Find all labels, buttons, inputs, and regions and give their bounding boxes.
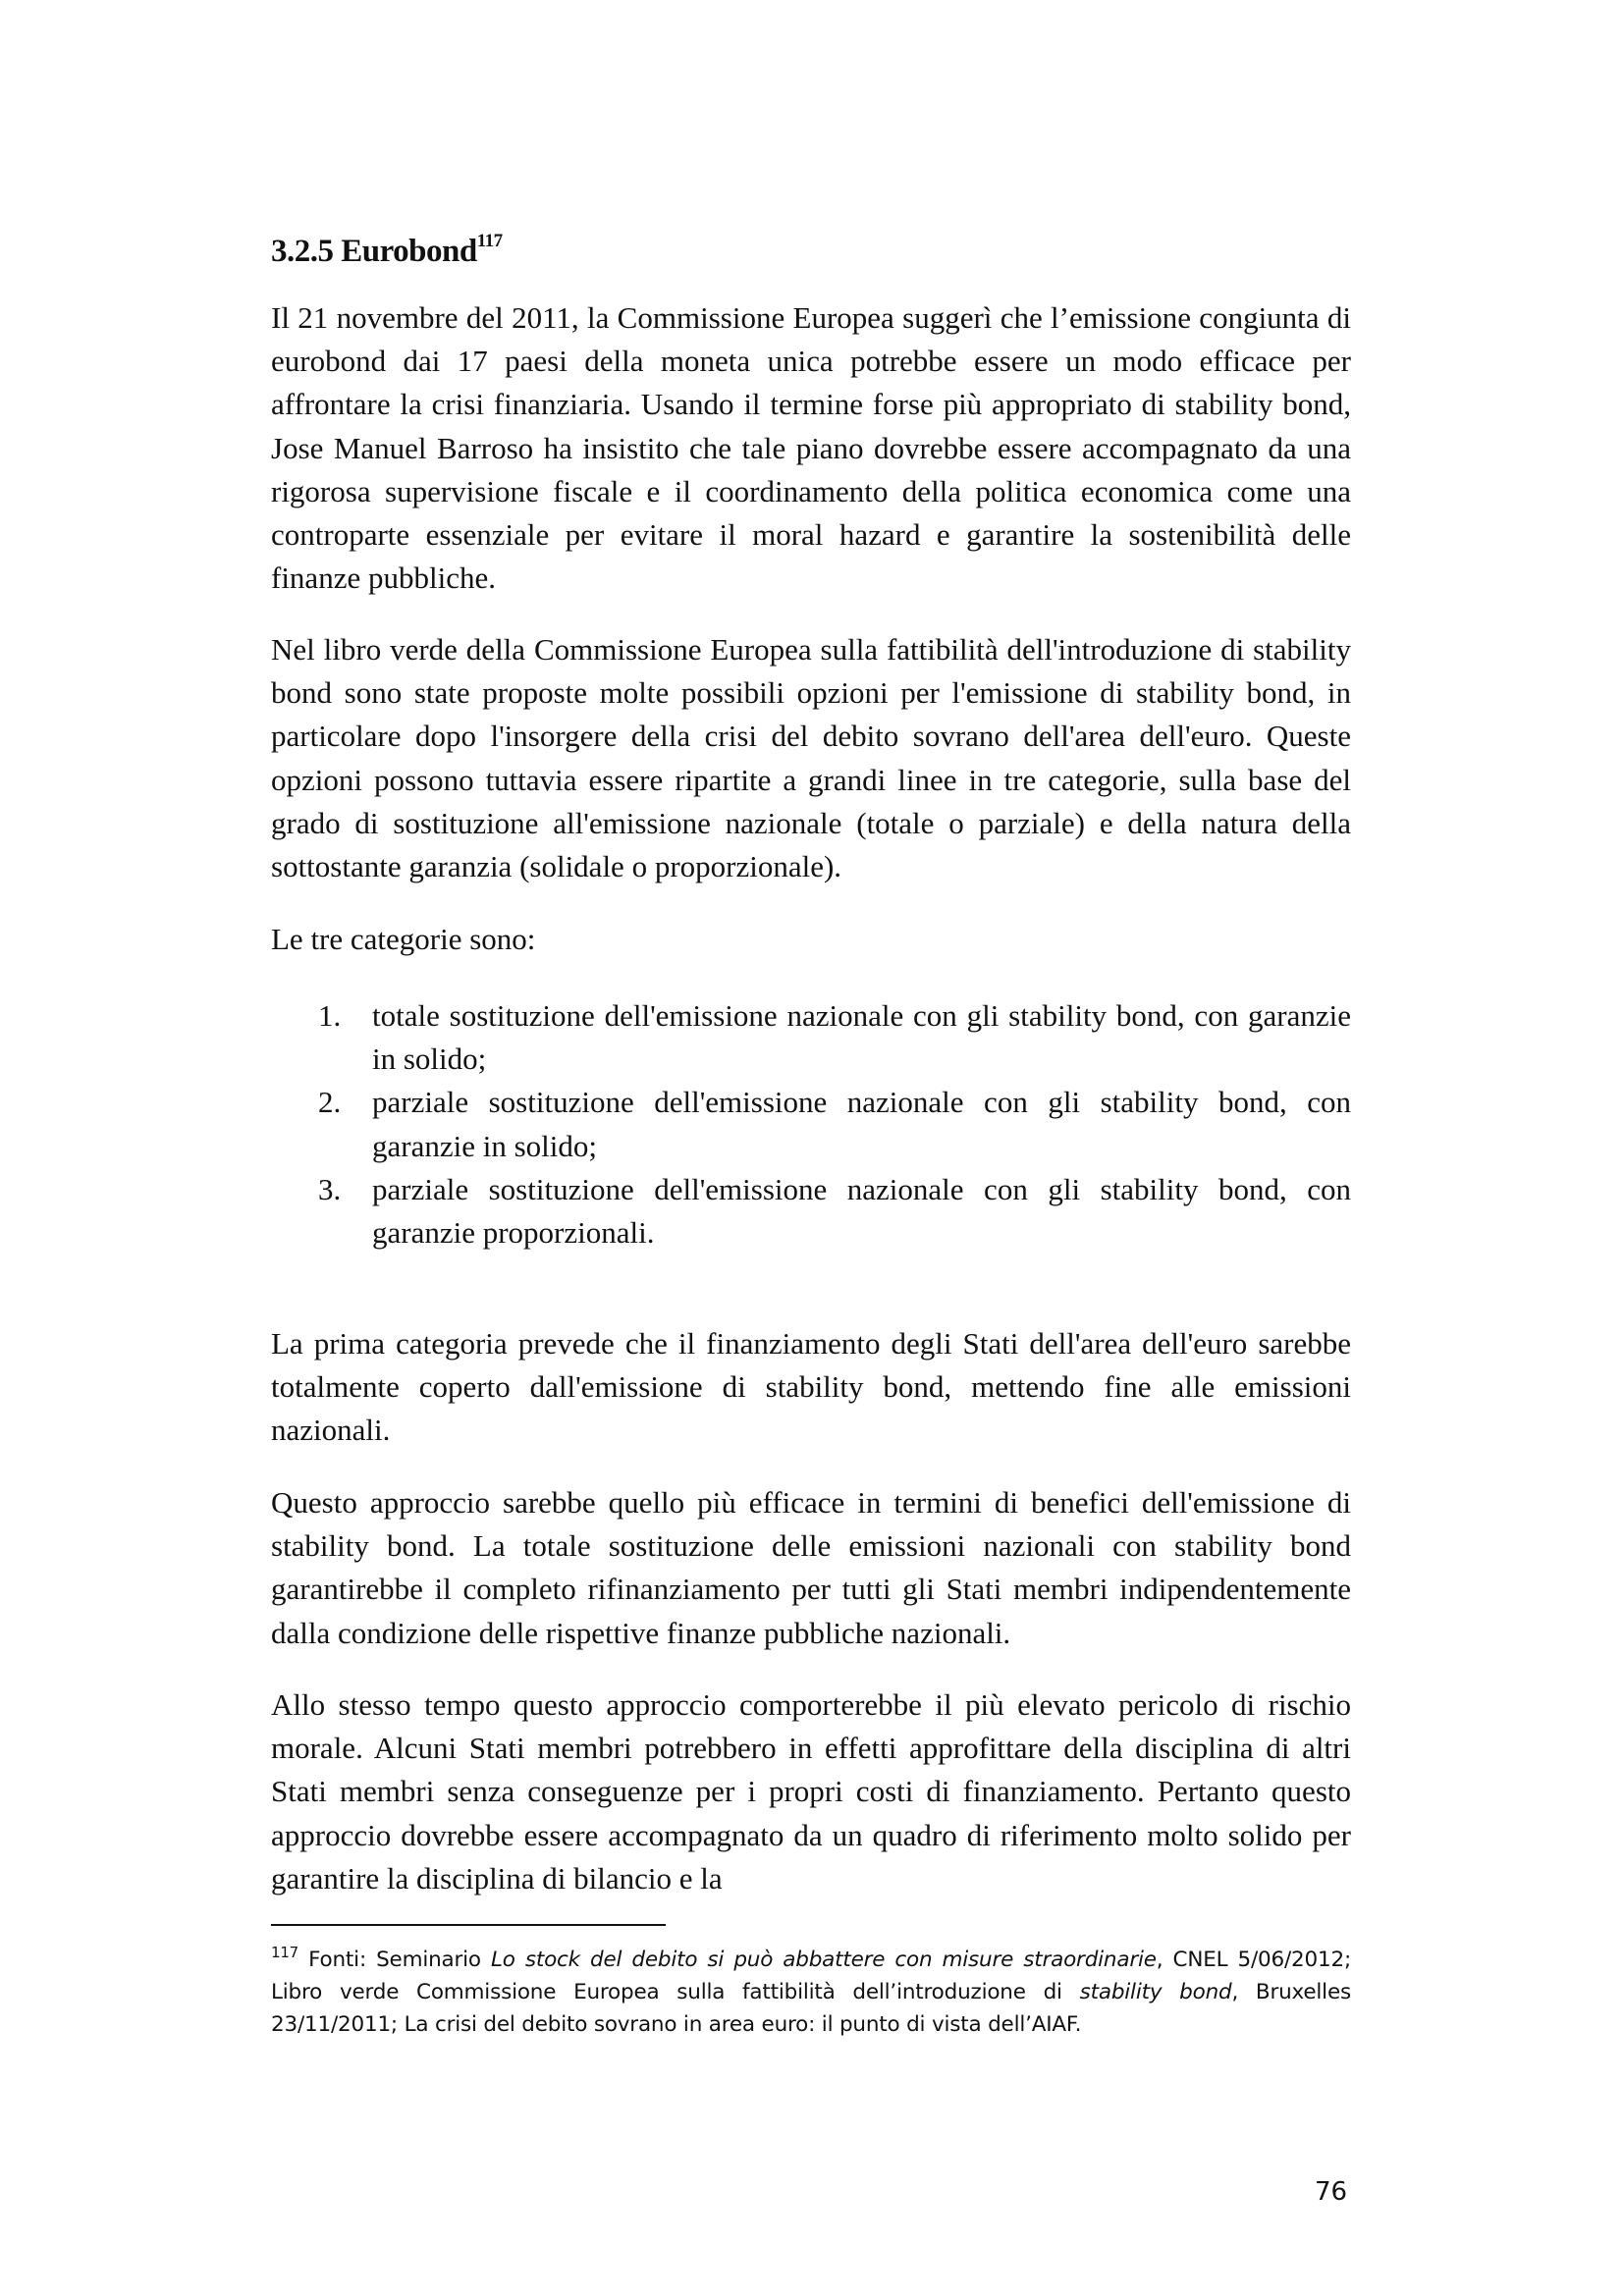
footnote-title-stability-bond: stability bond: [1079, 1980, 1232, 2004]
paragraph-4: La prima categoria prevede che il finanziamento degli Stati dell'area dell'euro sarebbe totalmente coperto dall'emissione di stability bond, mettendo fine alle emissioni nazionali.: [271, 1326, 1351, 1448]
footnote-title-seminar: Lo stock del debito si può abbattere con misure straordinarie: [491, 1948, 1157, 1972]
footnote-text: , Bruxelles 23/11/2011; La crisi del debito sovrano in area euro: il punto di vista dell’AIAF.: [271, 1980, 1351, 2037]
page-number: 76: [1315, 2177, 1348, 2207]
categories-list: [271, 994, 1351, 1255]
footnote-number: 117: [271, 1944, 299, 1961]
section-heading-text: 3.2.5 Eurobond: [271, 234, 477, 269]
section-heading: [271, 232, 503, 271]
list-item-number: 1.: [318, 998, 342, 1033]
list-item-text: parziale sostituzione dell'emissione nazionale con gli stability bond, con garanzie proporzionali.: [372, 1171, 1351, 1251]
list-item-text: parziale sostituzione dell'emissione nazionale con gli stability bond, con garanzie in solido;: [372, 1085, 1351, 1163]
paragraph-1: Il 21 novembre del 2011, la Commissione Europea suggerì che l’emissione congiunta di eurobond dai 17 paesi della moneta unica potrebbe essere un modo efficace per affrontare la crisi finanziaria. Usando il termine forse più appropriato di stability bond, Jose Manuel Barroso ha insistito che tale piano dovrebbe essere accompagnato da una rigorosa supervisione fiscale e il coordinamento della politica economica come una controparte essenziale per evitare il moral hazard e garantire la sostenibilità delle finanze pubbliche.: [271, 300, 1351, 596]
list-item-number: 3.: [318, 1171, 342, 1206]
footnote: [271, 1944, 1351, 2041]
list-item: [271, 994, 1351, 1081]
footnote-text: Fonti: Seminario: [298, 1948, 491, 1972]
list-item: [271, 1168, 1351, 1255]
list-item: [271, 1081, 1351, 1167]
footnote-reference: 117: [476, 231, 503, 251]
footnote-separator: [271, 1924, 666, 1926]
paragraph-5: Questo approccio sarebbe quello più efficace in termini di benefici dell'emissione di stability bond. La totale sostituzione delle emissioni nazionali con stability bond garantirebbe il completo rifinanziamento per tutti gli Stati membri indipendentemente dalla condizione delle rispettive finanze pubbliche nazionali.: [271, 1485, 1351, 1650]
list-item-number: 2.: [318, 1085, 342, 1120]
paragraph-6: Allo stesso tempo questo approccio comporterebbe il più elevato pericolo di rischio morale. Alcuni Stati membri potrebbero in effetti approfittare della disciplina di altri Stati membri senza conseguenze per i propri costi di finanziamento. Pertanto questo approccio dovrebbe essere accompagnato da un quadro di riferimento molto solido per garantire la disciplina di bilancio e la: [271, 1687, 1351, 1896]
list-intro: Le tre categorie sono:: [271, 922, 536, 956]
footnote-text: , CNEL 5/06/2012; Libro verde Commissione Europea sulla fattibilità dell’introduzione di: [271, 1948, 1351, 2004]
list-item-text: totale sostituzione dell'emissione nazionale con gli stability bond, con garanzie in solido;: [372, 998, 1351, 1077]
paragraph-2: Nel libro verde della Commissione Europea sulla fattibilità dell'introduzione di stability bond sono state proposte molte possibili opzioni per l'emissione di stability bond, in particolare dopo l'insorgere della crisi del debito sovrano dell'area dell'euro. Queste opzioni possono tuttavia essere ripartite a grandi linee in tre categorie, sulla base del grado di sostituzione all'emissione nazionale (totale o parziale) e della natura della sottostante garanzia (solidale o proporzionale).: [271, 632, 1351, 884]
